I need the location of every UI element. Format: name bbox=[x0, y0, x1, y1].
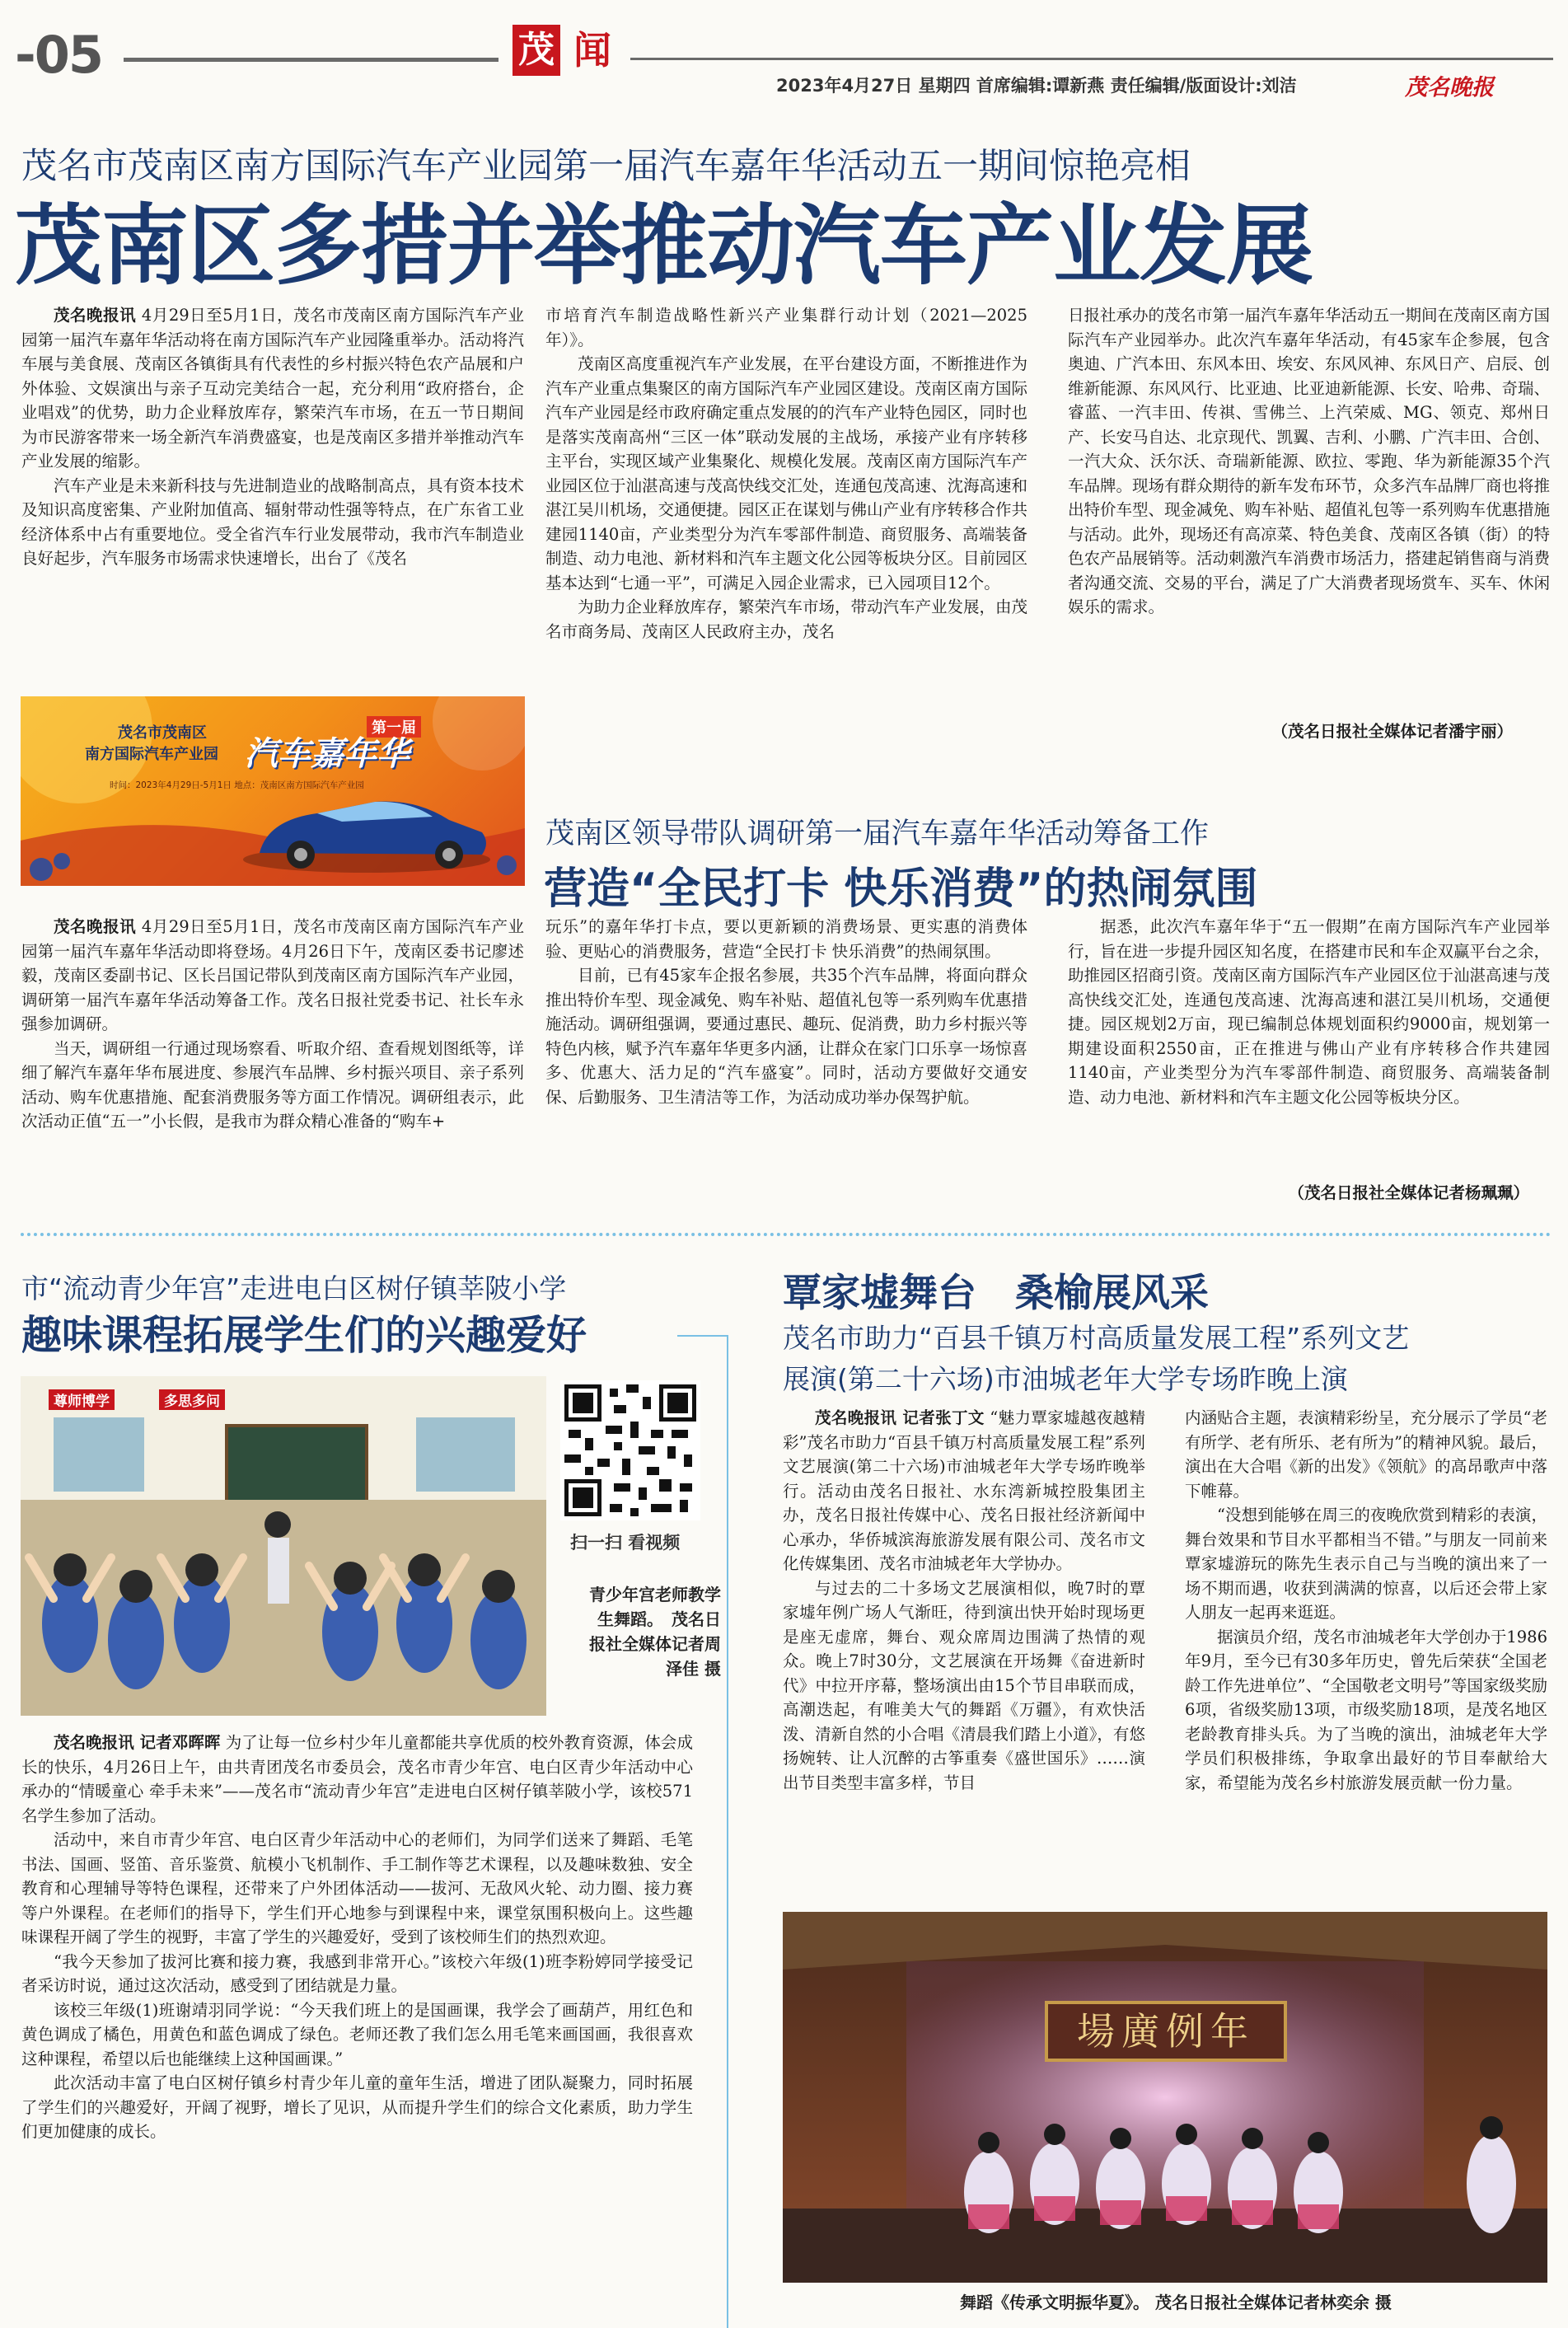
banner-text-1: 茂名市茂南区 bbox=[118, 724, 207, 742]
stage-sign: 場廣例年 bbox=[1077, 2009, 1255, 2054]
article1-title: 茂南区多措并举推动汽车产业发展 bbox=[15, 195, 1313, 297]
article3-frame-line bbox=[677, 1335, 727, 1337]
classroom-photo bbox=[21, 1376, 546, 1716]
article1-col3 bbox=[1068, 303, 1550, 620]
article4-c2p1: “没想到能够在周三的夜晚欣赏到精彩的表演，舞台效果和节目水平都相当不错。”与朋友一同前来覃家墟游玩的陈先生表示自己与当晚的演出来了一场不期而遇，收获到满满的惊喜，以后还会带上家人朋友一起再来逛逛。 bbox=[1185, 1506, 1547, 1622]
article1-col2-p1: 茂南区高度重视汽车产业发展，在平台建设方面，不断推进作为汽车产业重点集聚区的南方国际汽车产业园区建设。茂南区南方国际汽车产业园是经市政府确定重点发展的的汽车产业特色园区，同时也是落实茂南高州“三区一体”联动发展的主战场，承接产业有序转移主平台，实现区域产业集聚化、规模化发展。茂南区南方国际汽车产业园区位于汕湛高速与茂高快线交汇处，连通包茂高速、沈海高速和湛江吴川机场，交通便捷。园区正在谋划与佛山产业有序转移合作共建园1140亩，产业类型分为汽车零部件制造、商贸服务、高端装备制造、动力电池、新材料和汽车主题文化公园等板块分区。目前园区基本达到“七通一平”，可满足入园企业需求，已入园项目12个。 bbox=[545, 354, 1028, 593]
section-char-1: 茂 bbox=[513, 25, 560, 76]
article4-c2p0: 内涵贴合主题，表演精彩纷呈，充分展示了学员“老有所学、老有所乐、老有所为”的精神风貌。最后，演出在大合唱《新的出发》《领航》的高昂歌声中落下帷幕。 bbox=[1185, 1408, 1547, 1501]
article4-c1p2: 与过去的二十多场文艺展演相似，晚7时的覃家墟年例广场人气渐旺，待到演出快开始时现场更是座无虚席，舞台、观众席周边围满了热情的观众。晚上7时30分，文艺展演在开场舞《奋进新时代》中拉开序幕，整场演出由15个节目串联而成，高潮迭起，有唯美大气的舞蹈《万疆》，有欢快活泼、清新自然的小合唱《清晨我们踏上小道》，有悠扬婉转、让人沉醉的古筝重奏《盛世国乐》……演出节目类型丰富多样，节目 bbox=[783, 1578, 1145, 1792]
section-divider bbox=[21, 1233, 1552, 1236]
header-rule-left bbox=[124, 58, 498, 62]
banner-text-2: 南方国际汽车产业园 bbox=[85, 746, 218, 763]
banner-title: 汽车嘉年华 bbox=[245, 734, 410, 773]
header-rule-right bbox=[630, 58, 1553, 60]
article3-lead: 茂名晚报讯 记者邓晖晖 bbox=[54, 1733, 221, 1752]
banner-tag: 第一届 bbox=[367, 716, 421, 738]
article3-p2: 活动中，来自市青少年宫、电白区青少年活动中心的老师们，为同学们送来了舞蹈、毛笔书法、国画、竖笛、音乐鉴赏、航模小飞机制作、手工制作等艺术课程，以及趣味数独、安全教育和心理辅导等特色课程，还带来了户外团体活动——拔河、无敌风火轮、动力圈、接力赛等户外课程。在老师们的指导下，学生们开心地参与到课程中来，课堂氛围积极向上。这些趣味课程开阔了学生的视野，丰富了学生的兴趣爱好，受到了该校师生们的热烈欢迎。 bbox=[21, 1830, 693, 1946]
article3-kicker: 市“流动青少年宫”走进电白区树仔镇莘陂小学 bbox=[21, 1272, 567, 1305]
article1-col2-p2: 为助力企业释放库存，繁荣汽车市场，带动汽车产业发展，由茂名市商务局、茂南区人民政府主办，茂名 bbox=[545, 597, 1028, 641]
article2-credit: （茂名日报社全媒体记者杨珮珮） bbox=[1288, 1183, 1529, 1202]
article4-photo-caption: 舞蹈《传承文明振华夏》。 茂名日报社全媒体记者林奕余 摄 bbox=[960, 2293, 1392, 2312]
article2-col3-p1: 据悉，此次汽车嘉年华于“五一假期”在南方国际汽车产业园举行，旨在进一步提升园区知名度，在搭建市民和车企双赢平台之余，助推园区招商引资。茂南区南方国际汽车产业园区位于汕湛高速与茂高快线交汇处，连通包茂高速、沈海高速和湛江吴川机场，交通便捷。园区规划2万亩，现已编制总体规划面积约9000亩，规划第一期建设面积2550亩，正在推进与佛山产业有序转移合作共建园1140亩，产业类型分为汽车零部件制造、商贸服务、高端装备制造、动力电池、新材料和汽车主题文化公园等板块分区。 bbox=[1068, 917, 1551, 1107]
article2-col2-p0: 玩乐”的嘉年华打卡点，要以更新颖的消费场景、更实惠的消费体验、更贴心的消费服务，营造“全民打卡 快乐消费”的热闹氛围。 bbox=[545, 917, 1027, 961]
article2-kicker: 茂南区领导带队调研第一届汽车嘉年华活动筹备工作 bbox=[545, 817, 1210, 850]
article3-title: 趣味课程拓展学生们的兴趣爱好 bbox=[21, 1312, 587, 1359]
article4-c2p2: 据演员介绍，茂名市油城老年大学创办于1986年9月，至今已有30多年历史，曾先后荣获“全国老龄工作先进单位”、“全国敬老文明号”等国家级奖励6项，省级奖励13项，市级奖励18项，是茂名地区老龄教育排头兵。为了当晚的演出，油城老年大学学员们积极排练，争取拿出最好的节目奉献给大家，希望能为茂名乡村旅游发展贡献一份力量。 bbox=[1185, 1627, 1547, 1792]
article4-col1 bbox=[783, 1406, 1145, 1795]
stage-performance-photo bbox=[783, 1912, 1547, 2283]
header-info: 2023年4月27日 星期四 首席编辑:谭新燕 责任编辑/版面设计:刘洁 bbox=[776, 76, 1297, 96]
article2-col2-p1: 目前，已有45家车企报名参展，共35个汽车品牌，将面向群众推出特价车型、现金减免、购车补贴、超值礼包等一系列购车优惠措施活动。调研组强调，要通过惠民、趣玩、促消费，助力乡村振兴等特色内核，赋予汽车嘉年华更多内涵，让群众在家门口乐享一场惊喜多、优惠大、活力足的“汽车盛宴”。同时，活动方要做好交通安保、后勤服务、卫生清洁等工作，为活动成功举办保驾护航。 bbox=[545, 966, 1028, 1107]
article3-photo-caption: 青少年宫老师教学生舞蹈。 茂名日报社全媒体记者周泽佳 摄 bbox=[589, 1585, 721, 1679]
article1-col2-p0: 市培育汽车制造战略性新兴产业集群行动计划（2021—2025年）》。 bbox=[545, 306, 1027, 349]
article1-lead: 茂名晚报讯 bbox=[54, 306, 137, 325]
article3-p3: “我今天参加了拔河比赛和接力赛，我感到非常开心。”该校六年级(1)班李粉婷同学接受记者采访时说，通过这次活动，感受到了团结就是力量。 bbox=[21, 1951, 693, 1995]
article1-col1-p1: 4月29日至5月1日，茂名市茂南区南方国际汽车产业园第一届汽车嘉年华活动将在南方国际汽车产业园隆重举办。活动将汽车展与美食展、茂南区各镇街具有代表性的乡村振兴特色农产品展和户外体验、文娱演出与亲子互动完美结合一起，充分利用“政府搭台，企业唱戏”的优势，助力企业释放库存，繁荣汽车市场，在五一节日期间为市民游客带来一场全新汽车消费盛宴，也是茂南区多措并举推动汽车产业发展的缩影。 bbox=[21, 306, 524, 471]
article2-lead: 茂名晚报讯 bbox=[54, 917, 137, 936]
article4-col2 bbox=[1185, 1406, 1547, 1795]
article1-col1-p2: 汽车产业是未来新科技与先进制造业的战略制高点，具有资本技术及知识高度密集、产业附加值高、辐射带动性强等特点，在广东省工业经济体系中占有重要地位。受全省汽车行业发展带动，我市汽车制造业良好起步，汽车服务市场需求快速增长，出台了《茂名 bbox=[21, 475, 524, 568]
article3-p5: 此次活动丰富了电白区树仔镇乡村青少年儿童的童年生活，增进了团队凝聚力，同时拓展了学生们的兴趣爱好，开阔了视野，增长了见识，从而提升学生们的综合文化素质，助力学生们更加健康的成长。 bbox=[21, 2073, 693, 2141]
article2-col2 bbox=[545, 915, 1027, 1109]
article3-p4: 该校三年级(1)班谢靖羽同学说：“今天我们班上的是国画课，我学会了画葫芦，用红色和黄色调成了橘色，用黄色和蓝色调成了绿色。老师还教了我们怎么用毛笔来画国画，我很喜欢这种课程，希望以后也能继续上这种国画课。” bbox=[21, 2000, 693, 2068]
banner-time: 时间：2023年4月29日-5月1日 地点：茂南区南方国际汽车产业园 bbox=[110, 780, 364, 790]
article2-col1-p1: 4月29日至5月1日，茂名市茂南区南方国际汽车产业园第一届汽车嘉年华活动即将登场。4月26日下午，茂南区委书记廖述毅，茂南区委副书记、区长吕国记带队到茂南区南方国际汽车产业园，调研第一届汽车嘉年华活动筹备工作。茂名日报社党委书记、社长车永强参加调研。 bbox=[21, 917, 524, 1033]
article1-kicker: 茂名市茂南区南方国际汽车产业园第一届汽车嘉年华活动五一期间惊艳亮相 bbox=[21, 146, 1191, 187]
article2-title: 营造“全民打卡 快乐消费”的热闹氛围 bbox=[544, 864, 1258, 914]
article3-p1: 为了让每一位乡村少年儿童都能共享优质的校外教育资源，体会成长的快乐，4月26日上午，由共青团茂名市委员会，茂名市青少年宫、电白区青少年活动中心承办的“情暖童心 牵手未来”——茂名市“流动青少年宫”走进电白区树仔镇莘陂小学，该校571名学生参加了活动。 bbox=[21, 1733, 693, 1825]
carnival-banner-photo bbox=[21, 696, 525, 886]
section-char-2: 闻 bbox=[573, 28, 611, 73]
classroom-sign-2: 多思多问 bbox=[159, 1389, 225, 1410]
article1-credit: （茂名日报社全媒体记者潘宇丽） bbox=[1271, 722, 1513, 741]
article4-title: 覃家墟舞台 桑榆展风采 bbox=[783, 1271, 1209, 1316]
article2-col1 bbox=[21, 915, 524, 1134]
article2-col3 bbox=[1068, 915, 1550, 1109]
article4-subtitle-2: 展演(第二十六场)市油城老年大学专场昨晚上演 bbox=[783, 1363, 1348, 1395]
article3-frame-side bbox=[727, 1335, 728, 2328]
qr-label: 扫一扫 看视频 bbox=[570, 1533, 681, 1553]
classroom-sign-1: 尊师博学 bbox=[49, 1389, 115, 1410]
article1-col2 bbox=[545, 303, 1027, 644]
article4-subtitle-1: 茂名市助力“百县千镇万村高质量发展工程”系列文艺 bbox=[783, 1322, 1410, 1354]
article4-lead: 茂名晚报讯 记者张丁文 bbox=[815, 1408, 985, 1427]
paper-logo: 茂名晚报 bbox=[1405, 75, 1494, 101]
article1-col3-p0: 日报社承办的茂名市第一届汽车嘉年华活动五一期间在茂南区南方国际汽车产业园举办。此次汽车嘉年华活动，有45家车企参展，包含奥迪、广汽本田、东风本田、埃安、东风风神、东风日产、启辰、创维新能源、东风风行、比亚迪、比亚迪新能源、长安、哈弗、奇瑞、睿蓝、一汽丰田、传祺、雪佛兰、上汽荣威、MG、领克、郑州日产、长安马自达、北京现代、凯翼、吉利、小鹏、广汽丰田、合创、一汽大众、沃尔沃、奇瑞新能源、欧拉、零跑、华为新能源35个汽车品牌。现场有群众期待的新车发布环节，众多汽车品牌厂商也将推出特价车型、现金减免、购车补贴、超值礼包等一系列购车优惠措施与活动。此外，现场还有高凉菜、特色美食、茂南区各镇（街）的特色农产品展销等。活动刺激汽车消费市场活力，搭建起销售商与消费者沟通交流、交易的平台，满足了广大消费者现场赏车、买车、休闲娱乐的需求。 bbox=[1068, 306, 1551, 616]
section-stamp bbox=[513, 25, 620, 76]
qr-code[interactable] bbox=[560, 1380, 700, 1520]
article1-col1 bbox=[21, 303, 524, 571]
article2-col1-p2: 当天，调研组一行通过现场察看、听取介绍、查看规划图纸等，详细了解汽车嘉年华布展进度、参展汽车品牌、乡村振兴项目、亲子系列活动、购车优惠措施、配套消费服务等方面工作情况。调研组表示，此次活动正值“五一”小长假，是我市为群众精心准备的“购车+ bbox=[21, 1038, 524, 1131]
page-number: -05 bbox=[15, 25, 103, 85]
article4-c1p1: “魅力覃家墟越夜越精彩”茂名市助力“百县千镇万村高质量发展工程”系列文艺展演(第二十六场)市油城老年大学专场昨晚举行。活动由茂名日报社、水东湾新城控股集团主办，茂名日报社传媒中心、茂名日报社经济新闻中心承办，华侨城滨海旅游发展有限公司、茂名市文化传媒集团、茂名市油城老年大学协办。 bbox=[783, 1408, 1145, 1573]
article3-body bbox=[21, 1731, 693, 2144]
